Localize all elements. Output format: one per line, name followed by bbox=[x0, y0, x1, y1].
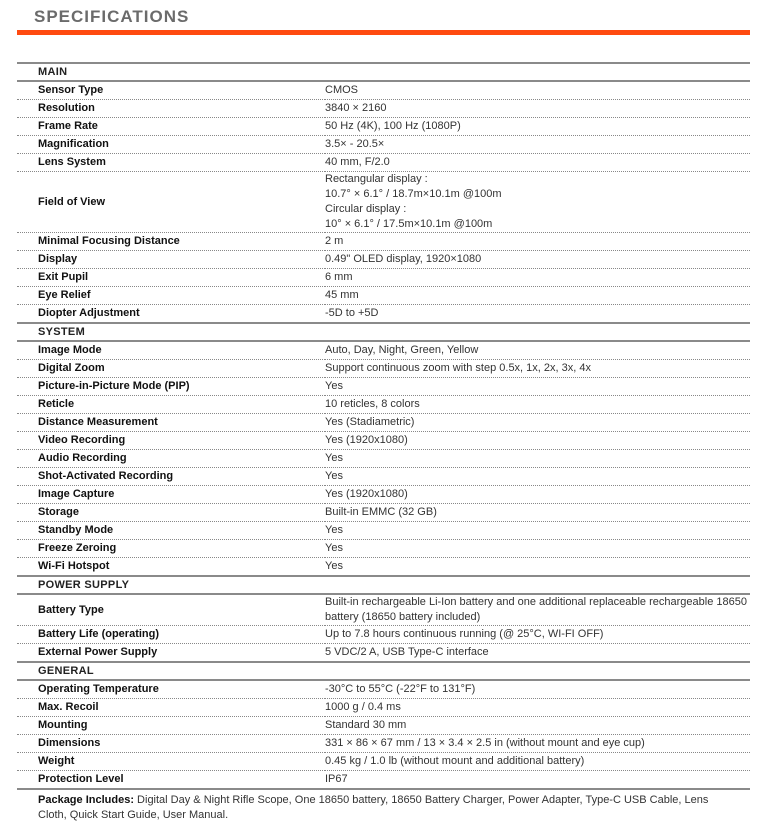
package-label: Package Includes: bbox=[38, 794, 134, 806]
spec-row bbox=[17, 644, 750, 663]
spec-label: Weight bbox=[17, 753, 325, 771]
spec-label: Audio Recording bbox=[17, 450, 325, 468]
spec-label: Image Capture bbox=[17, 486, 325, 504]
spec-value bbox=[325, 100, 750, 118]
spec-value bbox=[325, 626, 750, 644]
spec-row bbox=[17, 540, 750, 558]
spec-label: Diopter Adjustment bbox=[17, 305, 325, 324]
spec-row bbox=[17, 251, 750, 269]
spec-label: Sensor Type bbox=[17, 81, 325, 100]
spec-value-line: battery (18650 battery included) bbox=[325, 611, 481, 623]
spec-row bbox=[17, 341, 750, 360]
spec-value-line: Built-in EMMC (32 GB) bbox=[325, 506, 437, 518]
spec-value-line: CMOS bbox=[325, 84, 358, 96]
spec-label: Field of View bbox=[17, 172, 325, 233]
spec-row bbox=[17, 468, 750, 486]
spec-label: Max. Recoil bbox=[17, 699, 325, 717]
spec-value-line: Up to 7.8 hours continuous running (@ 25°C, WI-FI OFF) bbox=[325, 628, 604, 640]
spec-label: Picture-in-Picture Mode (PIP) bbox=[17, 378, 325, 396]
spec-label: Resolution bbox=[17, 100, 325, 118]
spec-label: Display bbox=[17, 251, 325, 269]
spec-label: Standby Mode bbox=[17, 522, 325, 540]
package-includes bbox=[38, 793, 738, 823]
spec-label: Operating Temperature bbox=[17, 680, 325, 699]
spec-row bbox=[17, 558, 750, 577]
spec-row bbox=[17, 699, 750, 717]
spec-row bbox=[17, 717, 750, 735]
spec-label: Exit Pupil bbox=[17, 269, 325, 287]
spec-label: Freeze Zeroing bbox=[17, 540, 325, 558]
spec-value bbox=[325, 269, 750, 287]
accent-divider bbox=[17, 30, 750, 35]
spec-value bbox=[325, 414, 750, 432]
spec-label: Dimensions bbox=[17, 735, 325, 753]
spec-value bbox=[325, 558, 750, 577]
spec-value bbox=[325, 540, 750, 558]
spec-value bbox=[325, 486, 750, 504]
spec-value bbox=[325, 81, 750, 100]
spec-value-line: Yes (Stadiametric) bbox=[325, 416, 415, 428]
spec-row bbox=[17, 414, 750, 432]
spec-label: Mounting bbox=[17, 717, 325, 735]
spec-row bbox=[17, 100, 750, 118]
spec-value-line: Yes bbox=[325, 560, 343, 572]
spec-value-line: Rectangular display : bbox=[325, 173, 428, 185]
spec-row bbox=[17, 233, 750, 251]
package-text: Digital Day & Night Rifle Scope, One 18650 battery, 18650 Battery Charger, Power Adapter, Type-C USB Cable, Lens Cloth, Quick Start Guide, User Manual. bbox=[38, 794, 709, 821]
spec-row bbox=[17, 450, 750, 468]
spec-value-line: Yes bbox=[325, 452, 343, 464]
spec-row bbox=[17, 360, 750, 378]
spec-row bbox=[17, 626, 750, 644]
spec-value-line: 2 m bbox=[325, 235, 344, 247]
spec-row bbox=[17, 486, 750, 504]
spec-value bbox=[325, 251, 750, 269]
spec-value-line: IP67 bbox=[325, 773, 348, 785]
spec-row bbox=[17, 118, 750, 136]
spec-row bbox=[17, 305, 750, 324]
spec-value bbox=[325, 504, 750, 522]
spec-row bbox=[17, 378, 750, 396]
spec-row bbox=[17, 522, 750, 540]
spec-value bbox=[325, 717, 750, 735]
spec-label: Image Mode bbox=[17, 341, 325, 360]
spec-value-line: Standard 30 mm bbox=[325, 719, 407, 731]
spec-row bbox=[17, 269, 750, 287]
spec-row bbox=[17, 154, 750, 172]
spec-value-line: 331 × 86 × 67 mm / 13 × 3.4 × 2.5 in (without mount and eye cup) bbox=[325, 737, 645, 749]
spec-value-line: 5 VDC/2 A, USB Type-C interface bbox=[325, 646, 489, 658]
spec-row bbox=[17, 432, 750, 450]
section-header bbox=[17, 323, 750, 341]
spec-value bbox=[325, 771, 750, 790]
spec-value-line: 0.45 kg / 1.0 lb (without mount and additional battery) bbox=[325, 755, 585, 767]
spec-value-line: 3840 × 2160 bbox=[325, 102, 387, 114]
spec-value bbox=[325, 118, 750, 136]
spec-value-line: -5D to +5D bbox=[325, 307, 379, 319]
section-title: MAIN bbox=[17, 63, 750, 81]
spec-row bbox=[17, 594, 750, 626]
spec-value-line: 45 mm bbox=[325, 289, 359, 301]
spec-row bbox=[17, 504, 750, 522]
spec-label: Video Recording bbox=[17, 432, 325, 450]
spec-label: Digital Zoom bbox=[17, 360, 325, 378]
spec-value bbox=[325, 594, 750, 626]
spec-label: Eye Relief bbox=[17, 287, 325, 305]
spec-value-line: Circular display : bbox=[325, 203, 407, 215]
spec-value-line: 50 Hz (4K), 100 Hz (1080P) bbox=[325, 120, 461, 132]
spec-row bbox=[17, 136, 750, 154]
spec-label: Storage bbox=[17, 504, 325, 522]
spec-label: Frame Rate bbox=[17, 118, 325, 136]
spec-value-line: Built-in rechargeable Li-Ion battery and one additional replaceable rechargeable 18650 bbox=[325, 596, 747, 608]
spec-value-line: Yes bbox=[325, 470, 343, 482]
spec-label: Wi-Fi Hotspot bbox=[17, 558, 325, 577]
section-header bbox=[17, 576, 750, 594]
spec-value bbox=[325, 699, 750, 717]
spec-row bbox=[17, 753, 750, 771]
spec-value bbox=[325, 735, 750, 753]
spec-value-line: -30°C to 55°C (-22°F to 131°F) bbox=[325, 683, 476, 695]
section-title: SYSTEM bbox=[17, 323, 750, 341]
spec-label: Magnification bbox=[17, 136, 325, 154]
spec-value bbox=[325, 136, 750, 154]
spec-value-line: Auto, Day, Night, Green, Yellow bbox=[325, 344, 479, 356]
spec-value-line: 40 mm, F/2.0 bbox=[325, 156, 390, 168]
spec-value bbox=[325, 154, 750, 172]
spec-value-line: 10° × 6.1° / 17.5m×10.1m @100m bbox=[325, 218, 493, 230]
spec-value-line: 6 mm bbox=[325, 271, 353, 283]
section-title: POWER SUPPLY bbox=[17, 576, 750, 594]
specifications-table bbox=[17, 62, 750, 790]
spec-label: Reticle bbox=[17, 396, 325, 414]
spec-value-line: 10 reticles, 8 colors bbox=[325, 398, 420, 410]
spec-value bbox=[325, 287, 750, 305]
spec-row bbox=[17, 735, 750, 753]
spec-value bbox=[325, 753, 750, 771]
spec-row bbox=[17, 771, 750, 790]
spec-value bbox=[325, 468, 750, 486]
spec-value bbox=[325, 522, 750, 540]
spec-value-line: 0.49" OLED display, 1920×1080 bbox=[325, 253, 482, 265]
page-title: SPECIFICATIONS bbox=[34, 7, 190, 26]
spec-value bbox=[325, 360, 750, 378]
spec-label: Lens System bbox=[17, 154, 325, 172]
spec-row bbox=[17, 680, 750, 699]
spec-value bbox=[325, 172, 750, 233]
spec-row bbox=[17, 172, 750, 233]
spec-label: Minimal Focusing Distance bbox=[17, 233, 325, 251]
spec-value-line: Yes bbox=[325, 542, 343, 554]
spec-value-line: Support continuous zoom with step 0.5x, 1x, 2x, 3x, 4x bbox=[325, 362, 591, 374]
spec-row bbox=[17, 396, 750, 414]
section-title: GENERAL bbox=[17, 662, 750, 680]
spec-row bbox=[17, 287, 750, 305]
section-header bbox=[17, 63, 750, 81]
spec-value bbox=[325, 378, 750, 396]
spec-label: Protection Level bbox=[17, 771, 325, 790]
spec-value bbox=[325, 233, 750, 251]
spec-value bbox=[325, 341, 750, 360]
spec-value-line: 10.7° × 6.1° / 18.7m×10.1m @100m bbox=[325, 188, 502, 200]
spec-label: External Power Supply bbox=[17, 644, 325, 663]
spec-value bbox=[325, 450, 750, 468]
spec-value-line: 3.5× - 20.5× bbox=[325, 138, 385, 150]
spec-value-line: 1000 g / 0.4 ms bbox=[325, 701, 401, 713]
spec-value-line: Yes bbox=[325, 380, 343, 392]
spec-label: Battery Life (operating) bbox=[17, 626, 325, 644]
spec-value bbox=[325, 396, 750, 414]
section-header bbox=[17, 662, 750, 680]
spec-value bbox=[325, 644, 750, 663]
spec-value bbox=[325, 680, 750, 699]
spec-row bbox=[17, 81, 750, 100]
spec-label: Distance Measurement bbox=[17, 414, 325, 432]
spec-label: Shot-Activated Recording bbox=[17, 468, 325, 486]
spec-value bbox=[325, 305, 750, 324]
spec-label: Battery Type bbox=[17, 594, 325, 626]
spec-value-line: Yes (1920x1080) bbox=[325, 434, 408, 446]
spec-value bbox=[325, 432, 750, 450]
spec-value-line: Yes (1920x1080) bbox=[325, 488, 408, 500]
spec-value-line: Yes bbox=[325, 524, 343, 536]
